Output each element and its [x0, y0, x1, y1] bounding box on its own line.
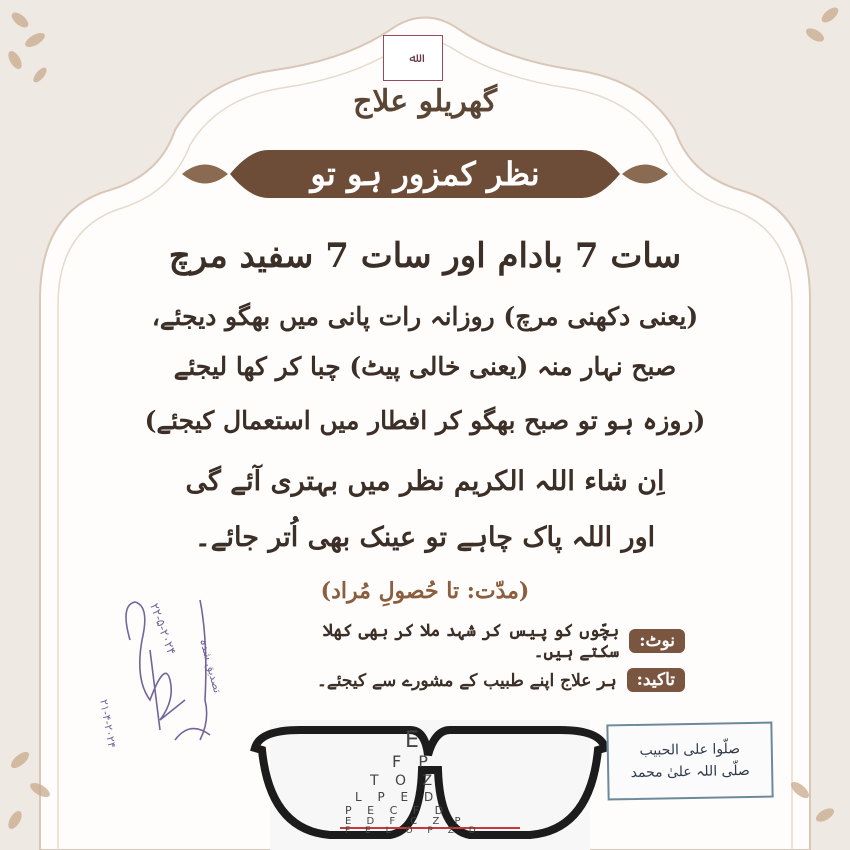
note-text: بچّوں کو پیس کر شہد ملا کر بھی کھلا سکتے ہیں۔	[322, 621, 620, 662]
eye-chart-row: E	[405, 728, 425, 753]
allah-seal	[383, 35, 443, 81]
emphasis-row	[285, 668, 685, 692]
duration-text: (مدّت: تا حُصولِ مُراد)	[320, 578, 530, 604]
note-tag: نوٹ:	[629, 629, 685, 653]
svg-text:تصدیق شدہ: تصدیق شدہ	[197, 637, 225, 695]
eye-chart-row: P E C F D	[345, 804, 450, 817]
emphasis-text: ہر علاج اپنے طبیب کے مشورے سے کیجئے۔	[316, 670, 617, 691]
darood-line-1: صلّوا علی الحبیب	[639, 741, 741, 759]
svg-text:۲۲-۵-۲۰۲۴: ۲۲-۵-۲۰۲۴	[147, 601, 179, 657]
darood-line-2: صلّی اللہ علیٰ محمد	[630, 762, 750, 782]
svg-text:۲۱-۴-۲۰۲۴: ۲۱-۴-۲۰۲۴	[97, 698, 119, 750]
seal-text: ﷲ	[409, 50, 417, 66]
remedy-line-6: اور اللہ پاک چاہے تو عینک بھی اُتر جائے۔	[194, 522, 656, 553]
emphasis-tag: تاکید:	[627, 668, 685, 692]
note-row	[285, 620, 685, 662]
eye-chart-row: E D F C Z P	[345, 816, 467, 827]
page-title: نظر کمزور ہو تو	[310, 155, 540, 193]
eye-chart-row: L P E D	[355, 790, 440, 804]
remedy-line-4: (روزہ ہو تو صبح بھگو کر افطار میں استعمال کیجئے)	[144, 406, 706, 435]
page-subtitle: گھریلو علاج	[352, 84, 498, 119]
remedy-line-2: (یعنی دکھنی مرچ) روزانہ رات پانی میں بھگو دیجئے،	[151, 302, 699, 331]
eye-chart-row: F P	[392, 752, 434, 771]
darood-stamp	[606, 722, 773, 801]
eye-chart-row: F E L O P Z D	[345, 826, 482, 836]
remedy-line-5: اِن شاء اللہ الکریم نظر میں بہتری آئے گی	[185, 466, 665, 497]
remedy-line-3: صبح نہار منہ (یعنی خالی پیٹ) چبا کر کھا لیجئے	[173, 352, 677, 381]
eye-chart-row: T O Z	[370, 773, 439, 789]
remedy-line-1: سات 7 بادام اور سات 7 سفید مرچ	[168, 236, 682, 276]
